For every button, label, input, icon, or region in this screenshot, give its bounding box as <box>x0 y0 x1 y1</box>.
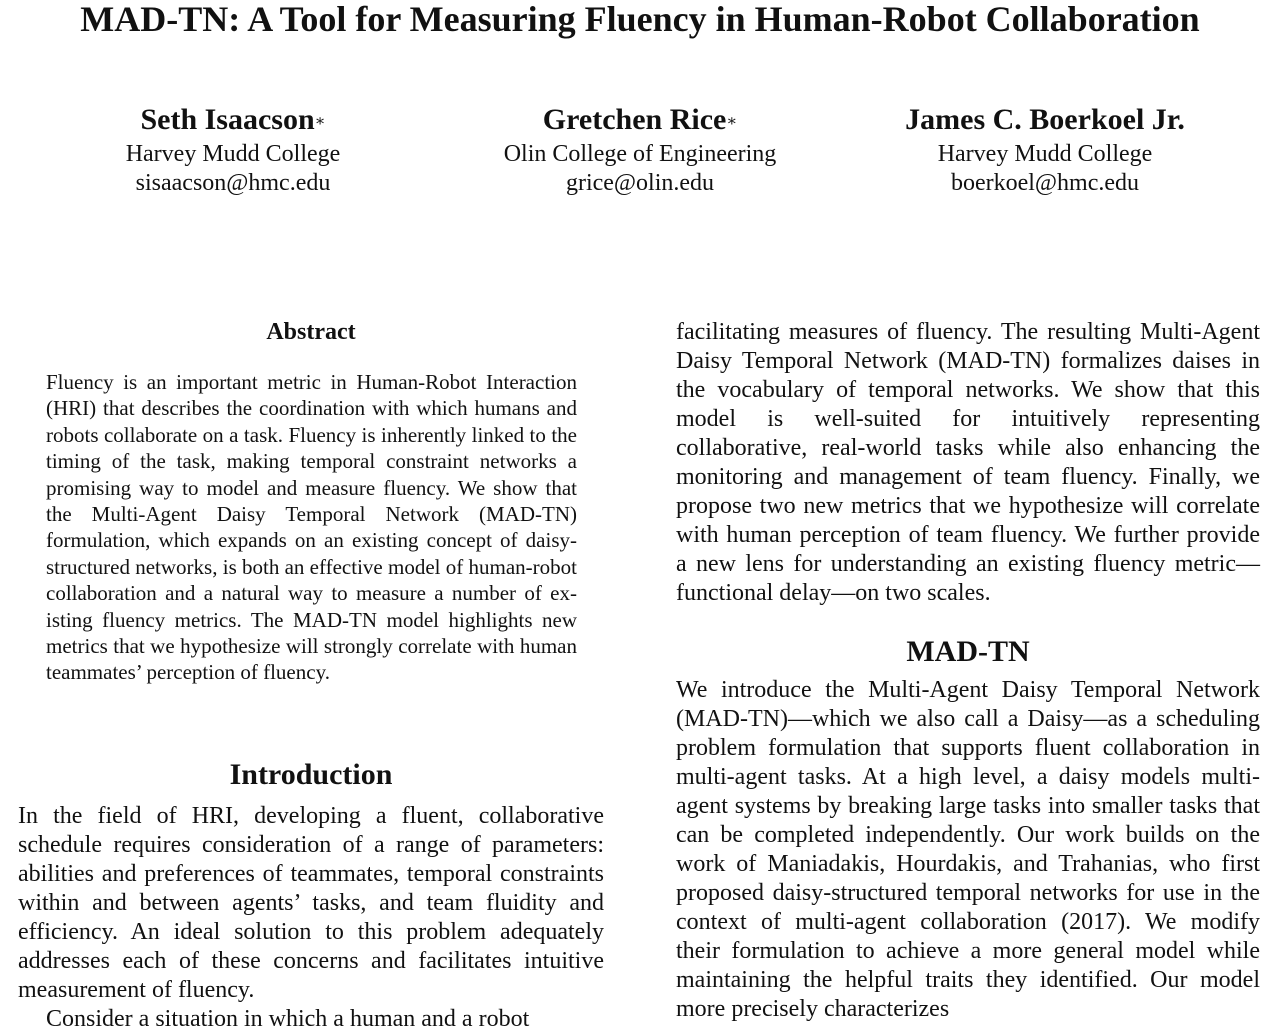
abstract-text: Fluency is an important metric in Human-Robot Interaction (HRI) that describes the coordination with which humans and robots collaborate on a task. Fluency is inherently linked to the timing of the task, making temporal constraint networks a promising way to model and measure fluency. We show that the Multi-Agent Daisy Temporal Network (MAD-TN) formulation, which expands on an existing concept of daisy-structured networks, is both an effective model of human-robot collaboration and a natural way to measure a number of existing fluency metrics. The MAD-TN model highlights new metrics that we hypothesize will strongly correlate with human teammates’ perception of fluency. <box>46 370 577 685</box>
author-name: James C. Boerkoel Jr. <box>905 103 1185 136</box>
paragraph: In the field of HRI, developing a fluent, collaborative schedule requires consideration of a range of parameters: abilities and preferences of teammates, temporal constraints within and between agents’ tasks, and team fluidity and efficiency. An ideal solution to this problem adequately addresses each of these concerns and facilitates intuitive measurement of fluency. <box>18 803 604 1003</box>
author-affiliation: Olin College of Engineering <box>503 141 777 167</box>
introduction-body <box>18 802 604 1034</box>
equal-contribution-mark: ∗ <box>314 113 326 130</box>
paper-title: MAD-TN: A Tool for Measuring Fluency in Human-Robot Collaboration <box>80 0 1200 39</box>
author-affiliation: Harvey Mudd College <box>937 141 1153 167</box>
author-block-1 <box>103 100 363 198</box>
paragraph: Consider a situation in which a human and a robot <box>46 1006 530 1032</box>
madtn-heading: MAD-TN <box>906 635 1030 668</box>
author-affiliation: Harvey Mudd College <box>125 141 341 167</box>
author-block-2 <box>470 100 810 198</box>
madtn-body: We introduce the Multi-Agent Daisy Temporal Network (MAD-TN)—which we also call a Daisy—as a scheduling problem formulation that supports fluent collaboration in multi-agent tasks. At a high level, a daisy models multi-agent systems by breaking large tasks into smaller tasks that can be completed independently. Our work builds on the work of Maniadakis, Hourdakis, and Trahanias, who first proposed daisy-structured temporal networks for use in the context of multi-agent collaboration (2017). We modify their formulation to achieve a more general model while maintaining the helpful traits they identified. Our model more precisely characterizes <box>676 677 1260 1022</box>
equal-contribution-mark: ∗ <box>726 113 738 130</box>
author-email: boerkoel@hmc.edu <box>950 170 1140 196</box>
author-name: Seth Isaacson∗ <box>140 103 326 136</box>
author-email: grice@olin.edu <box>565 170 715 196</box>
author-block-3 <box>880 100 1210 198</box>
introduction-heading: Introduction <box>229 758 393 791</box>
abstract-heading: Abstract <box>266 319 356 345</box>
author-email: sisaacson@hmc.edu <box>135 170 331 196</box>
continued-text: facilitating measures of fluency. The resulting Multi-Agent Daisy Temporal Network (MAD-TN) formalizes daises in the vocabulary of temporal networks. We show that this model is well-suited for intuitively representing collaborative, real-world tasks while also enhancing the monitoring and management of team fluency. Finally, we propose two new metrics that we hypothesize will correlate with human perception of team fluency. We further provide a new lens for understanding an existing fluency metric—functional delay—on two scales. <box>676 319 1260 606</box>
author-name: Gretchen Rice∗ <box>542 103 738 136</box>
